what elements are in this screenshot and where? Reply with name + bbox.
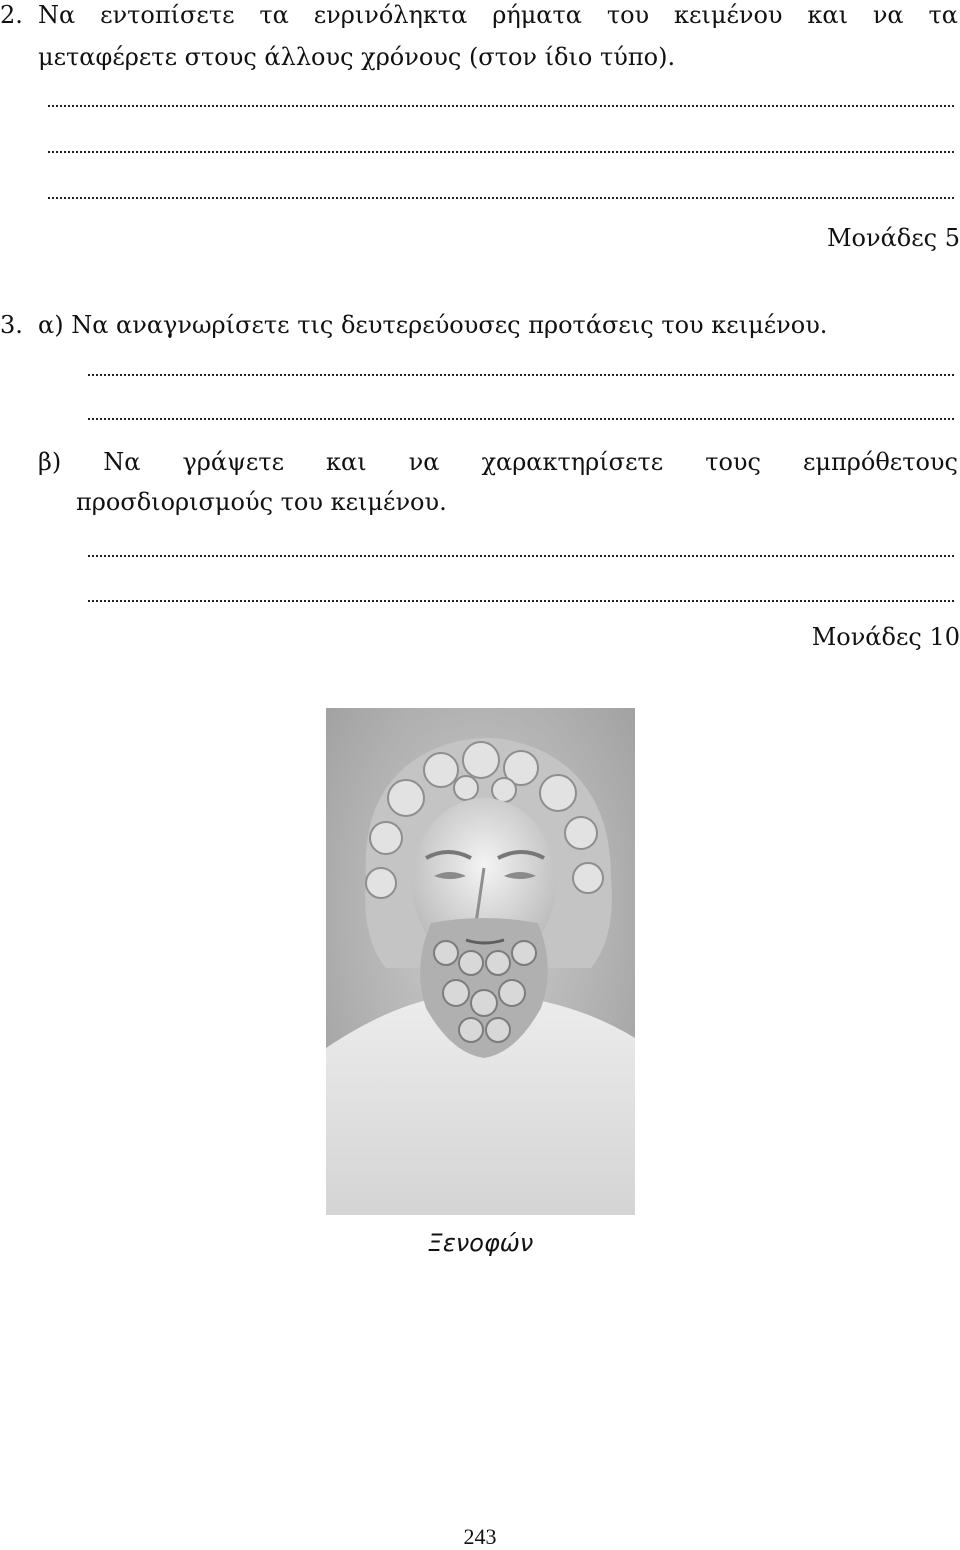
- answer-line[interactable]: [48, 151, 954, 153]
- answer-line[interactable]: [88, 374, 954, 376]
- q2-number: 2.: [0, 1, 23, 29]
- portrait-caption: Ξενοφών: [427, 1229, 534, 1257]
- q3-part-b-line-1: [38, 447, 958, 477]
- q2-word: και: [807, 1, 848, 29]
- q2-word: εντοπίσετε: [100, 1, 235, 29]
- q2-word: κειμένου: [674, 1, 783, 29]
- answer-line[interactable]: [88, 555, 954, 557]
- q3-word: γράψετε: [182, 448, 285, 476]
- q2-word: τα: [928, 1, 958, 29]
- bust-portrait-image: [326, 708, 635, 1215]
- q2-word: Να: [38, 1, 76, 29]
- q2-word: τα: [259, 1, 289, 29]
- q3-number: 3.: [0, 311, 23, 339]
- q2-text-line-2: μεταφέρετε στους άλλους χρόνους (στον ίδιο τύπο).: [38, 43, 676, 71]
- page-number: 243: [463, 1524, 497, 1549]
- answer-line[interactable]: [48, 105, 954, 107]
- q3-word: να: [408, 448, 440, 476]
- q3-word: εμπρόθετους: [802, 448, 958, 476]
- q2-word: ρήματα: [492, 1, 582, 29]
- q3-word: τους: [705, 448, 761, 476]
- answer-line[interactable]: [88, 418, 954, 420]
- q3-word: και: [326, 448, 367, 476]
- q2-word: να: [872, 1, 904, 29]
- answer-line[interactable]: [48, 197, 954, 199]
- q3-part-b-line-2: προσδιορισμούς του κειμένου.: [76, 488, 447, 516]
- q2-text-line-1: [38, 0, 958, 30]
- q3-word: Να: [103, 448, 141, 476]
- q3-points: Μονάδες 10: [811, 623, 960, 651]
- answer-line[interactable]: [88, 600, 954, 602]
- q2-points: Μονάδες 5: [826, 224, 960, 252]
- q3-word: β): [38, 448, 62, 476]
- q3-word: χαρακτηρίσετε: [481, 448, 664, 476]
- q2-word: ενρινόληκτα: [313, 1, 468, 29]
- q2-word: του: [606, 1, 650, 29]
- q3-part-a: α) Να αναγνωρίσετε τις δευτερεύουσες προτάσεις του κειμένου.: [38, 311, 828, 339]
